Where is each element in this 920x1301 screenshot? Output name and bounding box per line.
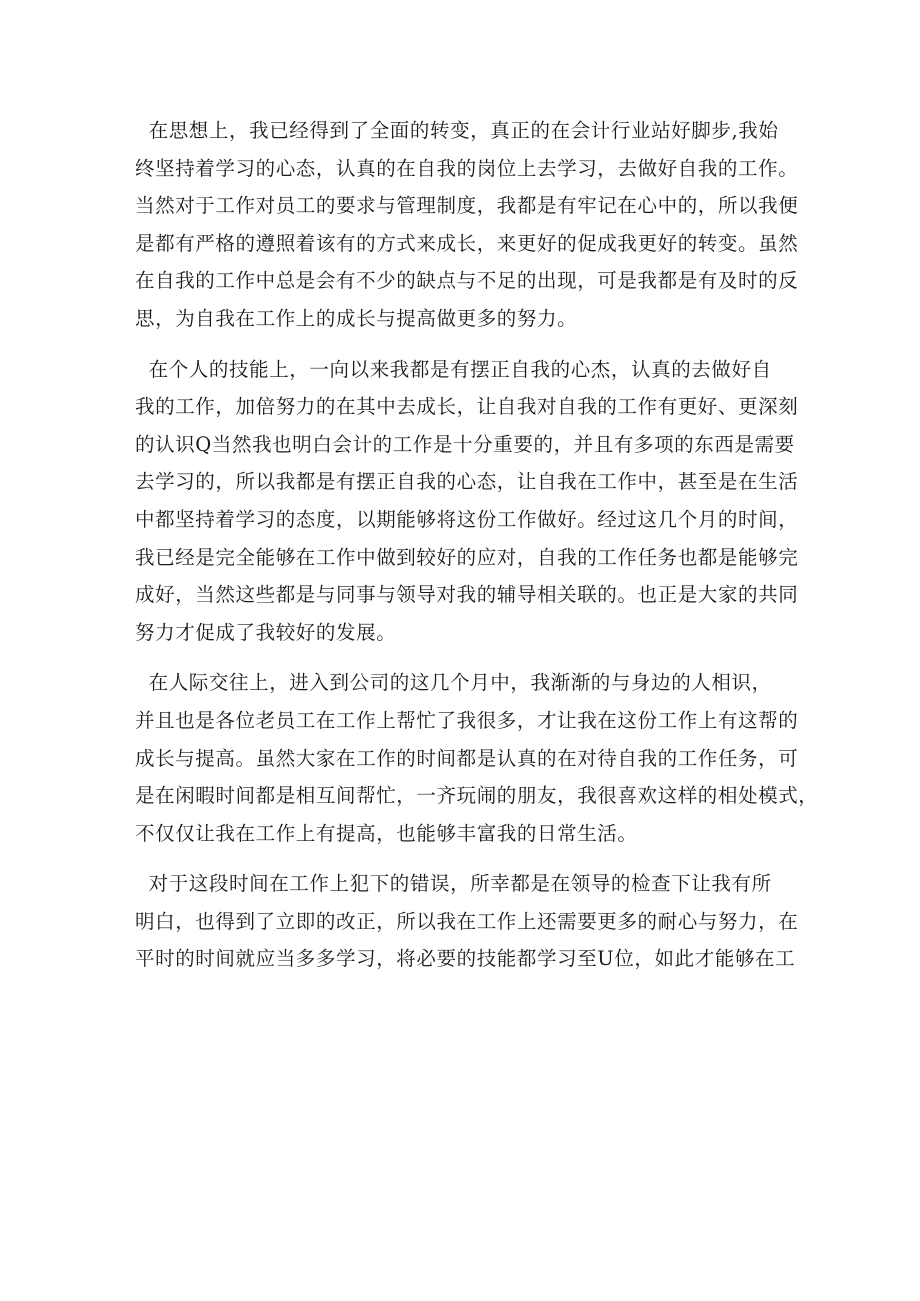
paragraph-gap [135, 338, 795, 351]
text-line: 对于这段时间在工作上犯下的错误，所幸都是在领导的检查下让我有所 [135, 872, 772, 896]
text-line: 思，为自我在工作上的成长与提高做更多的努力。 [135, 306, 578, 330]
text-line: 去学习的，所以我都是有摆正自我的心态，让自我在工作中，甚至是在生活 [135, 470, 799, 494]
text-line: 终坚持着学习的心态，认真的在自我的岗位上去学习，去做好自我的工作。 [135, 156, 799, 180]
text-line: 在思想上，我已经得到了全面的转变，真正的在会计行业站好脚步,我始 [135, 119, 779, 142]
text-line: 不仅仅让我在工作上有提高，也能够丰富我的日常生活。 [135, 821, 638, 845]
text-line: 当然对于工作对员工的要求与管理制度，我都是有牢记在心中的，所以我便 [135, 194, 799, 218]
paragraph-mistakes [135, 865, 799, 978]
text-line: 是在闲暇时间都是相互间帮忙，一齐玩闹的朋友，我很喜欢这样的相处模式， [135, 784, 819, 808]
text-line: 中都坚持着学习的态度，以期能够将这份工作做好。经过这几个月的时间， [135, 507, 799, 531]
text-line: 在人际交往上，进入到公司的这几个月中，我渐渐的与身边的人相识， [135, 671, 772, 695]
text-line: 的认识Q当然我也明白会计的工作是十分重要的，并且有多项的东西是需要 [135, 432, 795, 456]
paragraph-gap [135, 852, 795, 865]
paragraph-skills [135, 351, 799, 652]
paragraph-relationships [135, 664, 819, 852]
text-line: 平时的时间就应当多多学习，将必要的技能都学习至U位，如此才能够在工 [135, 947, 796, 971]
text-line: 并且也是各位老员工在工作上帮忙了我很多，才让我在这份工作上有这帮的 [135, 708, 799, 732]
paragraph-thinking [135, 112, 799, 338]
paragraph-gap [135, 651, 795, 664]
text-line: 成长与提高。虽然大家在工作的时间都是认真的在对待自我的工作任务，可 [135, 746, 799, 770]
text-line: 努力才促成了我较好的发展。 [135, 620, 397, 644]
document-body [135, 112, 819, 978]
text-line: 我的工作，加倍努力的在其中去成长，让自我对自我的工作有更好、更深刻 [135, 395, 799, 419]
text-line: 是都有严格的遵照着该有的方式来成长，来更好的促成我更好的转变。虽然 [135, 231, 799, 255]
text-line: 成好，当然这些都是与同事与领导对我的辅导相关联的。也正是大家的共同 [135, 583, 799, 607]
text-line: 在自我的工作中总是会有不少的缺点与不足的出现，可是我都是有及时的反 [135, 269, 799, 293]
text-line: 我已经是完全能够在工作中做到较好的应对，自我的工作任务也都是能够完 [135, 545, 799, 569]
text-line: 在个人的技能上，一向以来我都是有摆正自我的心杰，认真的去做好自 [135, 357, 772, 381]
text-line: 明白，也得到了立即的改正，所以我在工作上还需要更多的耐心与努力，在 [135, 909, 799, 933]
